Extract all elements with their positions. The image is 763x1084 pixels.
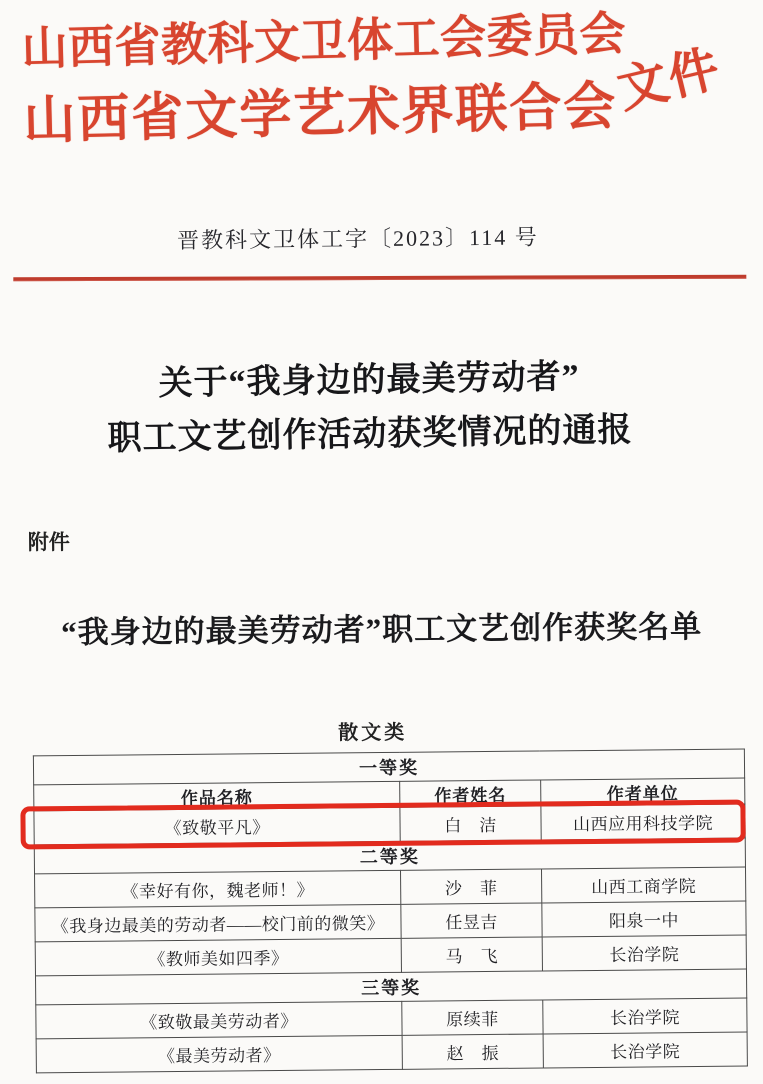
letterhead: [21, 0, 629, 161]
org-name-line1: 山西省教科文卫体工会委员会: [20, 8, 627, 75]
author-name: 赵 振: [402, 1034, 543, 1069]
author-unit: 山西应用科技学院: [541, 804, 745, 840]
title-line2: 职工文艺创作活动获奖情况的通报: [107, 411, 633, 458]
author-unit: 长治学院: [543, 1032, 747, 1068]
attachment-label: 附件: [27, 529, 70, 555]
column-header-work: 作品名称: [34, 781, 400, 811]
author-name: 沙 菲: [401, 869, 542, 904]
work-title: 《致敬平凡》: [164, 818, 270, 839]
award-list-title: “我身边的最美劳动者”职工文艺创作获奖名单: [61, 608, 703, 651]
org-name-line2: 山西省文学艺术界联合会: [22, 78, 619, 151]
author-name: 白 洁: [400, 806, 541, 841]
award-table-container: [33, 749, 748, 1074]
title-line1: 关于“我身边的最美劳动者”: [158, 358, 580, 403]
award-table: [33, 749, 748, 1074]
author-unit: 长治学院: [543, 998, 747, 1034]
award-tier-label: 二等奖: [34, 838, 745, 874]
author-name: 任昱吉: [401, 903, 542, 938]
author-unit: 阳泉一中: [542, 901, 746, 937]
red-divider-line: [13, 275, 746, 282]
work-title: 《教师美如四季》: [35, 938, 401, 976]
work-title: 《最美劳动者》: [36, 1035, 402, 1073]
author-name: 马 飞: [401, 937, 542, 972]
document-type-label: 文件: [612, 39, 727, 119]
work-title: 《幸好有你，魏老师！》: [35, 870, 401, 908]
document-title: [0, 348, 740, 468]
work-title: 《我身边最美的劳动者——校门前的微笑》: [35, 904, 401, 942]
author-unit: 长治学院: [542, 935, 746, 971]
table-row: [36, 1032, 747, 1073]
category-title: 散文类: [338, 721, 408, 745]
work-title-cell: [34, 807, 400, 845]
document-number: 晋教科文卫体工字〔2023〕114 号: [176, 224, 539, 253]
column-header-author: 作者姓名: [400, 780, 541, 807]
column-header-unit: 作者单位: [541, 778, 745, 806]
author-name: 原续菲: [402, 1000, 543, 1035]
work-title: 《致敬最美劳动者》: [36, 1001, 402, 1039]
award-tier-label: 三等奖: [35, 969, 746, 1005]
award-tier-label: 一等奖: [33, 749, 744, 785]
author-unit: 山西工商学院: [541, 867, 745, 903]
